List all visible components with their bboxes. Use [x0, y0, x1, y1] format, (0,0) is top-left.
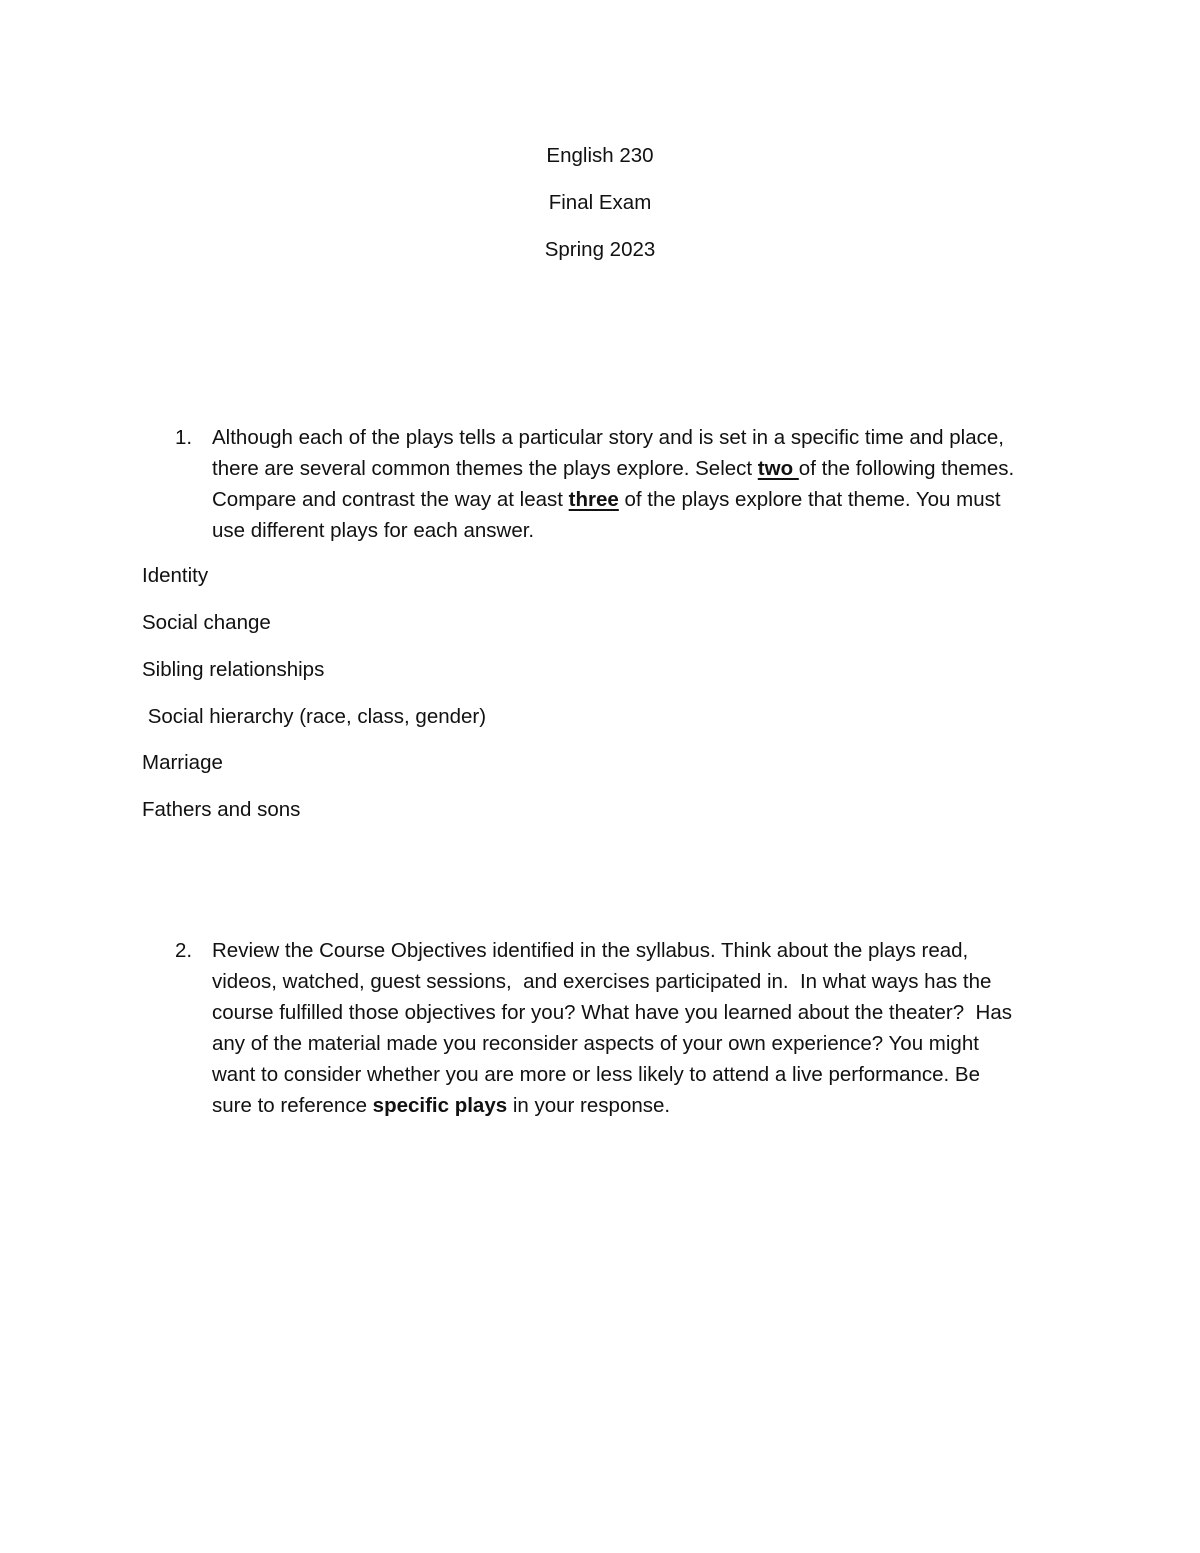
theme-item: Marriage	[142, 751, 223, 774]
question-2-line-2: videos, watched, guest sessions, and exercises participated in. In what ways has the	[212, 970, 992, 993]
question-1-line-2	[212, 453, 1072, 484]
exam-title: Final Exam	[548, 191, 652, 214]
theme-item: Social hierarchy (race, class, gender)	[142, 705, 487, 728]
emphasis-two: two	[757, 457, 799, 480]
question-2-line-6-start: sure to reference	[212, 1094, 373, 1117]
question-1-line-1: Although each of the plays tells a particular story and is set in a specific time and place,	[212, 426, 1004, 449]
question-1-line-2-end: of the following themes.	[798, 457, 1015, 480]
theme-item: Identity	[142, 564, 209, 587]
question-2-line-4: any of the material made you reconsider aspects of your own experience? You might	[212, 1032, 979, 1055]
theme-item: Sibling relationships	[142, 658, 325, 681]
course-title: English 230	[546, 144, 654, 167]
question-1-number: 1.	[175, 426, 193, 449]
theme-item: Fathers and sons	[142, 798, 301, 821]
question-2-line-3: course fulfilled those objectives for you? What have you learned about the theater? Has	[212, 1001, 1012, 1024]
emphasis-specific-plays: specific plays	[372, 1094, 508, 1117]
question-2-line-6-end: in your response.	[507, 1094, 671, 1117]
question-1-line-4: use different plays for each answer.	[212, 519, 535, 542]
emphasis-three: three	[568, 488, 619, 511]
theme-item: Social change	[142, 611, 271, 634]
question-1-line-2-start: there are several common themes the plays explore. Select	[212, 457, 758, 480]
question-1-line-3	[212, 484, 1072, 515]
question-2-number: 2.	[175, 939, 193, 962]
exam-term: Spring 2023	[544, 238, 656, 261]
question-1-line-3-start: Compare and contrast the way at least	[212, 488, 569, 511]
question-1-text	[212, 422, 1072, 546]
question-2-text	[212, 935, 1072, 1121]
question-1-line-3-end: of the plays explore that theme. You must	[618, 488, 1001, 511]
question-2-line-1: Review the Course Objectives identified in the syllabus. Think about the plays read,	[212, 939, 969, 962]
question-2-line-5: want to consider whether you are more or less likely to attend a live performance. Be	[212, 1063, 980, 1086]
question-2-line-6	[212, 1090, 1072, 1121]
